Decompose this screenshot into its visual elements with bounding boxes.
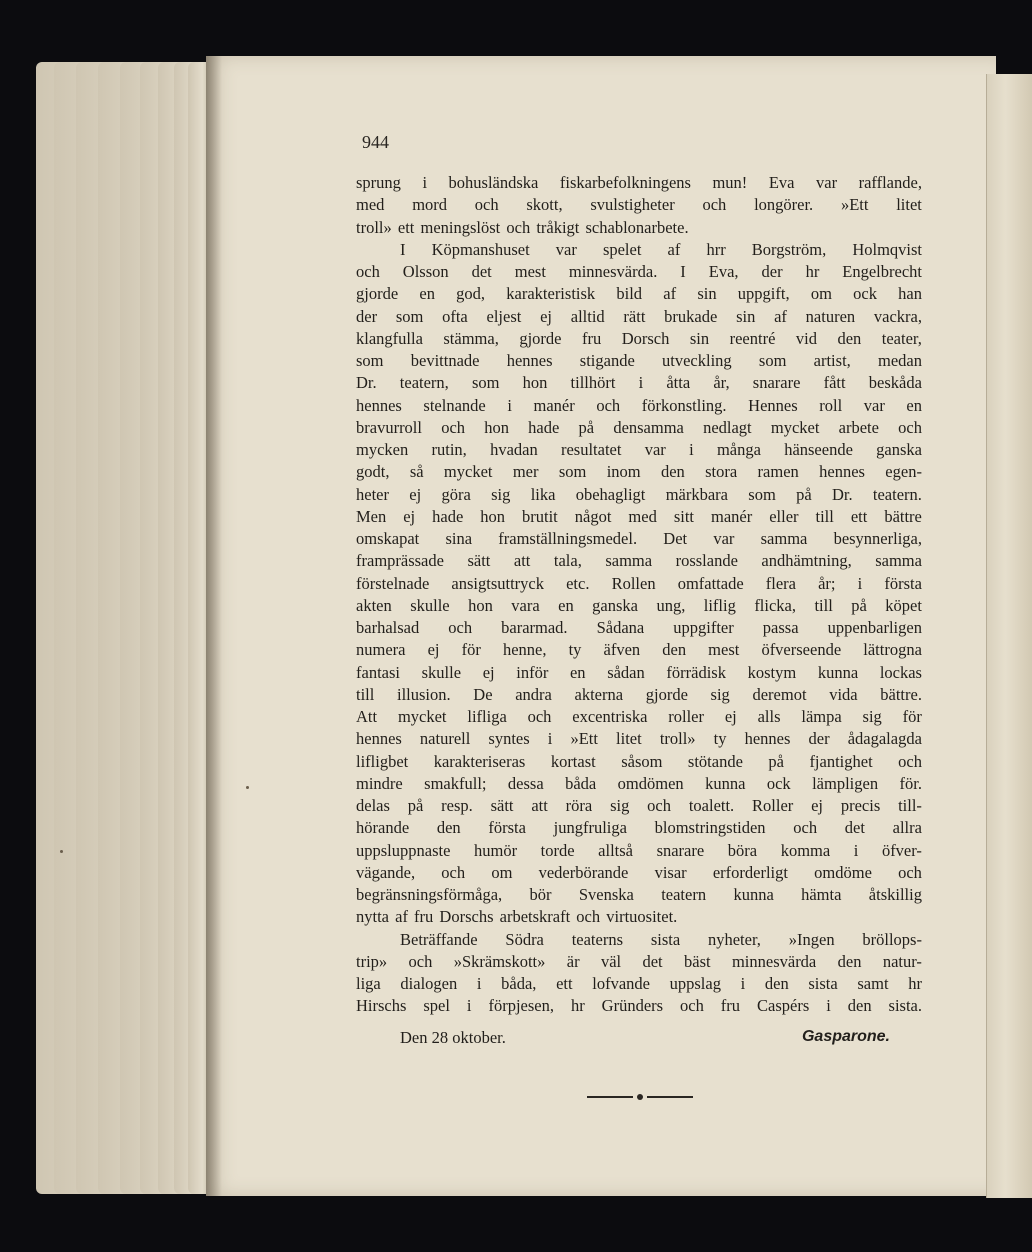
text-line: fantasi skulle ej inför en sådan förrädisk kostym kunna lockas: [356, 662, 922, 682]
text-line: vägande, och om vederbörande visar erforderligt omdöme och: [356, 862, 922, 882]
gutter-shadow: [206, 56, 222, 1196]
text-line: begränsningsförmåga, bör Svenska teatern kunna hämta åtskillig: [356, 885, 922, 904]
text-line: barhalsad och bararmad. Sådana uppgifter passa uppenbarligen: [356, 618, 922, 637]
text-line: som bevittnade hennes stigande utveckling som artist, medan: [356, 351, 922, 370]
text-line: Men ej hade hon brutit något med sitt manér eller till ett bättre: [356, 506, 922, 526]
body-text: [356, 172, 922, 1018]
text-line: hennes stelnande i manér och förkonstling. Hennes roll var en: [356, 395, 922, 415]
text-line: till illusion. De andra akterna gjorde sig deremot vida bättre.: [356, 684, 922, 704]
text-line: Dr. teatern, som hon tillhört i åtta år, snarare fått beskåda: [356, 373, 922, 393]
text-line: sprung i bohusländska fiskarbefolkningens mun! Eva var rafflande,: [356, 173, 922, 192]
text-line: liga dialogen i båda, ett lofvande uppslag i den sista samt hr: [356, 974, 922, 993]
text-line: akten skulle hon vara en ganska ung, liflig flicka, till på köpet: [356, 595, 922, 615]
text-line: Hirschs spel i förpjesen, hr Gründers och fru Caspérs i den sista.: [356, 996, 922, 1016]
page-number: 944: [362, 132, 389, 152]
text-line: numera ej för henne, ty äfven den mest öfverseende lättrogna: [356, 640, 922, 660]
text-line: I Köpmanshuset var spelet af hrr Borgström, Holmqvist: [400, 239, 922, 259]
text-line: omskapat sina framställningsmedel. Det var samma besynnerliga,: [356, 529, 922, 548]
text-line: heter ej göra sig lika obehagligt märkbara som på Dr. teatern.: [356, 484, 922, 504]
text-line: mycken rutin, hvadan resultatet var i många hänseende ganska: [356, 440, 922, 459]
text-line: gjorde en god, karakteristisk bild af sin uppgift, om ock han: [356, 284, 922, 304]
page-edges: [36, 62, 216, 1194]
closing-line: [356, 1028, 890, 1052]
text-line: der som ofta eljest ej alltid rätt brukade sin af naturen vackra,: [356, 306, 922, 326]
dateline: Den 28 oktober.: [400, 1028, 506, 1047]
text-line: lifligbet karakteriseras kortast såsom stötande på fjantighet och: [356, 751, 922, 771]
text-line: hennes naturell syntes i »Ett litet troll» ty hennes der ådagalagda: [356, 729, 922, 749]
text-line: Att mycket lifliga och excentriska roller ej alls lämpa sig för: [356, 707, 922, 726]
text-line: uppsluppnaste humör torde alltså snarare böra komma i öfver-: [356, 840, 922, 860]
text-line: hörande den första jungfruliga blomstringstiden och det allra: [356, 818, 922, 838]
text-line: med mord och skott, svulstigheter och longörer. »Ett litet: [356, 195, 922, 215]
author-signature: Gasparone.: [801, 1028, 890, 1045]
text-line: delas på resp. sätt att röra sig och toalett. Roller ej precis till-: [356, 796, 922, 815]
text-line: godt, så mycket mer som inom den stora ramen hennes egen-: [356, 462, 922, 482]
text-line: trip» och »Skrämskott» är väl det bäst minnesvärda den natur-: [356, 951, 922, 971]
text-line: mindre smakfull; dessa båda omdömen kunna ock lämpligen för.: [356, 773, 922, 793]
text-line: bravurroll och hon hade på densamma nedlagt mycket arbete och: [356, 417, 922, 437]
text-line: framprässade sätt att tala, samma rosslande andhämtning, samma: [356, 551, 922, 571]
text-line: nytta af fru Dorschs arbetskraft och virtuositet.: [356, 907, 678, 927]
paper-speck: [246, 786, 249, 789]
text-line: och Olsson det mest minnesvärda. I Eva, der hr Engelbrecht: [356, 262, 922, 281]
text-line: förstelnade ansigtsuttryck etc. Rollen omfattade flera år; i första: [356, 573, 922, 593]
facing-page-edge: [986, 74, 1032, 1198]
paper-speck: [60, 850, 63, 853]
text-line: klangfulla stämma, gjorde fru Dorsch sin reentré vid den teater,: [356, 328, 922, 348]
text-line: troll» ett meningslöst och tråkigt schablonarbete.: [356, 217, 689, 237]
text-line: Beträffande Södra teaterns sista nyheter, »Ingen bröllops-: [400, 929, 922, 949]
end-ornament: [587, 1094, 693, 1100]
